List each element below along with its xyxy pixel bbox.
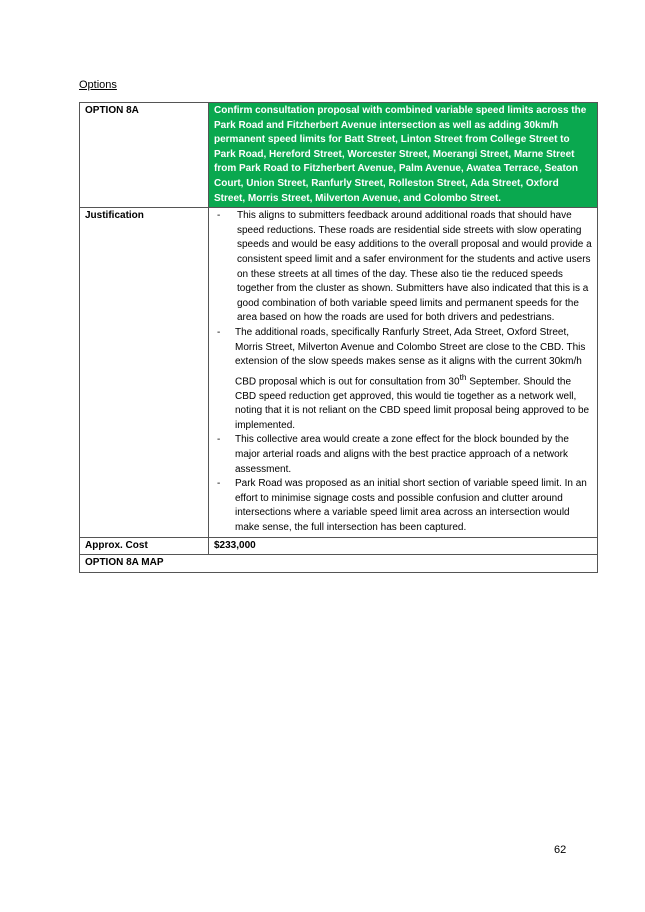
- option-label: OPTION 8A: [80, 103, 209, 208]
- cost-value: $233,000: [209, 537, 598, 555]
- option-row: [80, 103, 598, 208]
- justification-content: [209, 208, 598, 537]
- justification-item-2-text-end: September. Should the CBD speed reduction get approved, this would tie together as a network well, noting that it is not reliant on the CBD speed limit proposal being approved to be implemented.: [235, 376, 590, 431]
- section-heading: Options: [79, 79, 117, 91]
- justification-item-4: - Park Road was proposed as an initial short section of variable speed limit. In an effort to minimise signage costs and possible confusion and clutter around intersections where a variable speed limit area across an intersection would make sense, the full intersection has been captured.: [214, 477, 592, 535]
- option-table: [79, 102, 598, 573]
- page-number: 62: [554, 844, 567, 856]
- justification-list: [214, 209, 592, 535]
- justification-item-2-text: The additional roads, specifically Ranfurly Street, Ada Street, Oxford Street, Morris Street, Milverton Avenue and Colombo Street are close to the CBD. This extension of the slow speeds makes sense as it aligns with the current 30km/h CBD proposal which is out for consultation from 30: [235, 326, 586, 388]
- cost-row: [80, 537, 598, 555]
- cost-label: Approx. Cost: [80, 537, 209, 555]
- justification-item-1: - This aligns to submitters feedback around additional roads that should have speed reductions. These roads are residential side streets with slow operating speeds and would be easy additions to the overall proposal and would provide a consistent speed limit and a safer environment for the students and active users on these streets at all times of the day. These also tie the reduced speeds together from the cluster as shown. Submitters have also indicated that this is a good combination of both variable speed limits and permanent speeds for the area based on how the roads are used for both drivers and pedestrians.: [214, 209, 592, 326]
- justification-label: Justification: [80, 208, 209, 537]
- map-label: OPTION 8A MAP: [80, 555, 598, 573]
- option-proposal: Confirm consultation proposal with combined variable speed limits across the Park Road and Fitzherbert Avenue intersection as well as adding 30km/h permanent speed limits for Batt Street, Linton Street from College Street to Park Road, Hereford Street, Worcester Street, Moerangi Street, Marne Street from Park Road to Fitzherbert Avenue, Palm Avenue, Awatea Terrace, Seaton Court, Union Street, Ranfurly Street, Rolleston Street, Ada Street, Oxford Street, Morris Street, Milverton Avenue, and Colombo Street.: [209, 103, 598, 208]
- justification-item-2: [214, 326, 592, 433]
- ordinal-suffix: th: [459, 371, 467, 382]
- map-row: [80, 555, 598, 573]
- justification-item-3: - This collective area would create a zone effect for the block bounded by the major arterial roads and aligns with the best practice approach of a network assessment.: [214, 433, 592, 477]
- justification-row: [80, 208, 598, 537]
